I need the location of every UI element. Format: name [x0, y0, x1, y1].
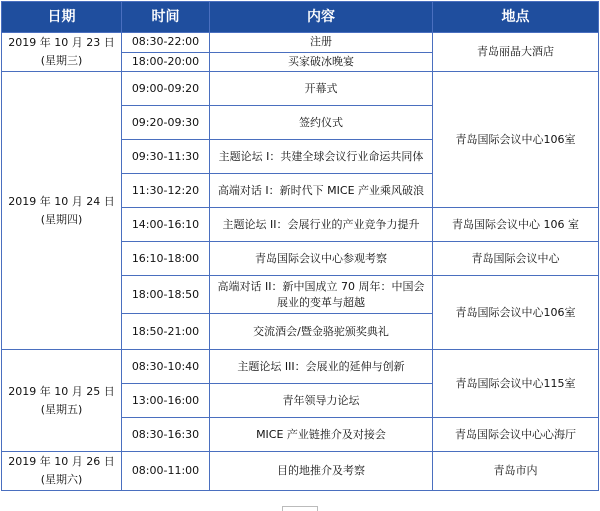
content-cell: 主题论坛 III：会展业的延伸与创新: [210, 350, 433, 384]
time-cell: 18:50-21:00: [122, 314, 210, 350]
table-row: [2, 350, 599, 384]
content-cell: 交流酒会/暨金骆驼颁奖典礼: [210, 314, 433, 350]
header-content: 内容: [210, 2, 433, 33]
time-cell: 08:00-11:00: [122, 452, 210, 491]
content-cell: 买家破冰晚宴: [210, 52, 433, 72]
content-cell: MICE 产业链推介及对接会: [210, 418, 433, 452]
location-cell: 青岛丽晶大酒店: [433, 33, 599, 72]
location-cell: 青岛国际会议中心心海厅: [433, 418, 599, 452]
date-text: 2019 年 10 月 23 日: [8, 36, 115, 49]
time-cell: 13:00-16:00: [122, 384, 210, 418]
content-cell: 开幕式: [210, 72, 433, 106]
location-cell: 青岛国际会议中心115室: [433, 350, 599, 418]
time-cell: 18:00-20:00: [122, 52, 210, 72]
date-cell: [2, 350, 122, 452]
header-location: 地点: [433, 2, 599, 33]
time-cell: 09:20-09:30: [122, 106, 210, 140]
time-cell: 16:10-18:00: [122, 242, 210, 276]
table-row: [2, 72, 599, 106]
content-cell: 主题论坛 I：共建全球会议行业命运共同体: [210, 140, 433, 174]
date-text: 2019 年 10 月 26 日: [8, 455, 115, 468]
time-cell: 09:30-11:30: [122, 140, 210, 174]
location-cell: 青岛国际会议中心106室: [433, 72, 599, 208]
time-cell: 08:30-10:40: [122, 350, 210, 384]
content-cell: 高端对话 I：新时代下 MICE 产业乘风破浪: [210, 174, 433, 208]
weekday-text: (星期六): [40, 473, 83, 486]
location-cell: 青岛市内: [433, 452, 599, 491]
time-cell: 08:30-22:00: [122, 33, 210, 53]
header-time: 时间: [122, 2, 210, 33]
content-cell: 青岛国际会议中心参观考察: [210, 242, 433, 276]
time-cell: 18:00-18:50: [122, 276, 210, 314]
location-cell: 青岛国际会议中心106室: [433, 276, 599, 350]
time-cell: 08:30-16:30: [122, 418, 210, 452]
content-cell: 主题论坛 II：会展行业的产业竞争力提升: [210, 208, 433, 242]
date-cell: [2, 72, 122, 350]
header-date: 日期: [2, 2, 122, 33]
time-cell: 09:00-09:20: [122, 72, 210, 106]
time-cell: 14:00-16:10: [122, 208, 210, 242]
scroll-indicator: [282, 506, 318, 511]
date-text: 2019 年 10 月 24 日: [8, 194, 115, 208]
content-cell: 签约仪式: [210, 106, 433, 140]
date-text: 2019 年 10 月 25 日: [8, 384, 115, 398]
header-row: [2, 2, 599, 33]
content-cell: 青年领导力论坛: [210, 384, 433, 418]
content-cell: 目的地推介及考察: [210, 452, 433, 491]
weekday-text: (星期三): [40, 54, 83, 67]
location-cell: 青岛国际会议中心: [433, 242, 599, 276]
time-cell: 11:30-12:20: [122, 174, 210, 208]
table-row: [2, 452, 599, 491]
schedule-table: [1, 1, 599, 491]
weekday-text: (星期五): [40, 402, 83, 416]
date-cell: [2, 452, 122, 491]
weekday-text: (星期四): [40, 212, 83, 226]
location-cell: 青岛国际会议中心 106 室: [433, 208, 599, 242]
table-row: [2, 33, 599, 53]
content-cell: 高端对话 II：新中国成立 70 周年：中国会展业的变革与超越: [210, 276, 433, 314]
content-cell: 注册: [210, 33, 433, 53]
date-cell: [2, 33, 122, 72]
